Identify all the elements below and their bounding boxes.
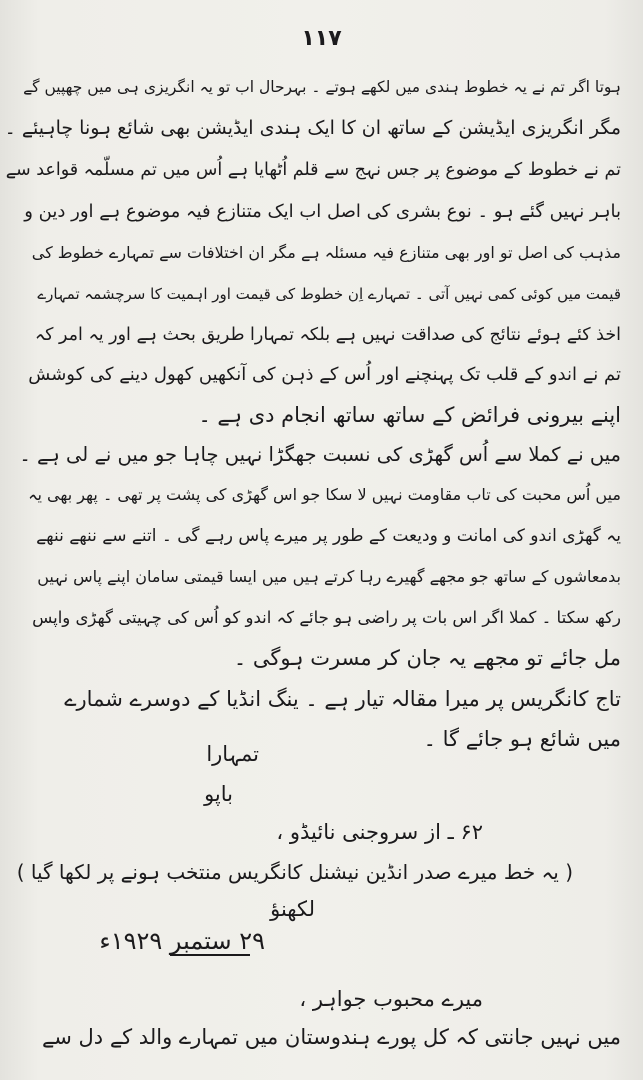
letter-line-7: اخذ کئے ہوئے نتائج کی صداقت نہیں ہے بلکہ تمہارا طریق بحث ہے اور یہ امر کہ	[34, 325, 621, 345]
salutation: میرے محبوب جواہر ،	[299, 987, 483, 1011]
letter-line-10: میں نے کملا سے اُس گھڑی کی نسبت جھگڑا نہیں چاہا جو میں نے لی ہے ۔	[19, 443, 621, 466]
letter-line-12: یہ گھڑی اندو کی امانت و ودیعت کے طور پر میرے پاس رہے گی ۔ اتنے سے ننھے ننھے	[36, 526, 621, 546]
letter-line-17: میں شائع ہو جائے گا ۔	[423, 727, 621, 751]
page-number: ۱۱۷	[301, 26, 342, 51]
letter-line-2: مگر انگریزی ایڈیشن کے ساتھ ان کا ایک ہندی ایڈیشن بھی شائع ہونا چاہیئے ۔	[4, 117, 621, 139]
letter-line-8: تم نے اندو کے قلب تک پہنچنے اور اُس کے ذہن کی آنکھیں کھول دینے کی کوشش	[28, 364, 621, 385]
signature: باپو	[204, 782, 233, 806]
letter-line-3: تم نے خطوط کے موضوع پر جس نہج سے قلم اُٹھایا ہے اُس میں تم مسلّمہ قواعد سے	[5, 160, 621, 180]
closing-word: تمہارا	[206, 742, 259, 766]
letter-line-13: بدمعاشوں کے ساتھ جو مجھے گھیرے رہا کرتے ہیں میں ایسا قیمتی سامان اپنے پاس نہیں	[37, 567, 621, 586]
letter-line-11: میں اُس محبت کی تاب مقاومت نہیں لا سکا جو اس گھڑی کی پشت پر تھی ۔ پھر بھی یہ	[28, 485, 621, 504]
letter-line-14: رکھ سکتا ۔ کملا اگر اس بات پر راضی ہو جائے کہ اندو کو اُس کی چہیتی گھڑی واپس	[32, 608, 621, 627]
next-letter-heading: ۶۲ ـ از سروجنی نائیڈو ،	[276, 820, 483, 844]
date-underline	[170, 954, 250, 956]
letter-line-1: ہوتا اگر تم نے یہ خطوط ہندی میں لکھے ہوتے ۔ بہرحال اب تو یہ انگریزی ہی میں چھپیں گے	[23, 78, 621, 96]
letter-line-6: قیمت میں کوئی کمی نہیں آتی ۔ تمہارے اِن خطوط کی قیمت اور اہمیت کا سرچشمہ تمہارے	[37, 285, 621, 303]
letter-date: ۲۹ ستمبر ۱۹۲۹ء	[99, 927, 265, 955]
letter-line-9: اپنے بیرونی فرائض کے ساتھ ساتھ انجام دی ہے ۔	[198, 403, 621, 427]
next-letter-first-line: میں نہیں جانتی کہ کل پورے ہندوستان میں تمہارے والد کے دل سے	[41, 1025, 621, 1049]
next-letter-note: ( یہ خط میرے صدر انڈین نیشنل کانگریس منتخب ہونے پر لکھا گیا )	[16, 860, 573, 884]
letter-line-5: مذہب کی اصل تو اور بھی متنازع فیہ مسئلہ ہے مگر ان اختلافات سے تمہارے خطوط کی	[31, 243, 621, 262]
letter-line-16: تاج کانگریس پر میرا مقالہ تیار ہے ۔ ینگ انڈیا کے دوسرے شمارے	[64, 687, 621, 711]
letter-line-4: باہر نہیں گئے ہو ۔ نوع بشری کی اصل اب ایک متنازع فیہ موضوع ہے اور دین و	[24, 201, 621, 222]
letter-line-15: مل جائے تو مجھے یہ جان کر مسرت ہوگی ۔	[233, 646, 621, 670]
place-name: لکھنؤ	[270, 897, 315, 921]
